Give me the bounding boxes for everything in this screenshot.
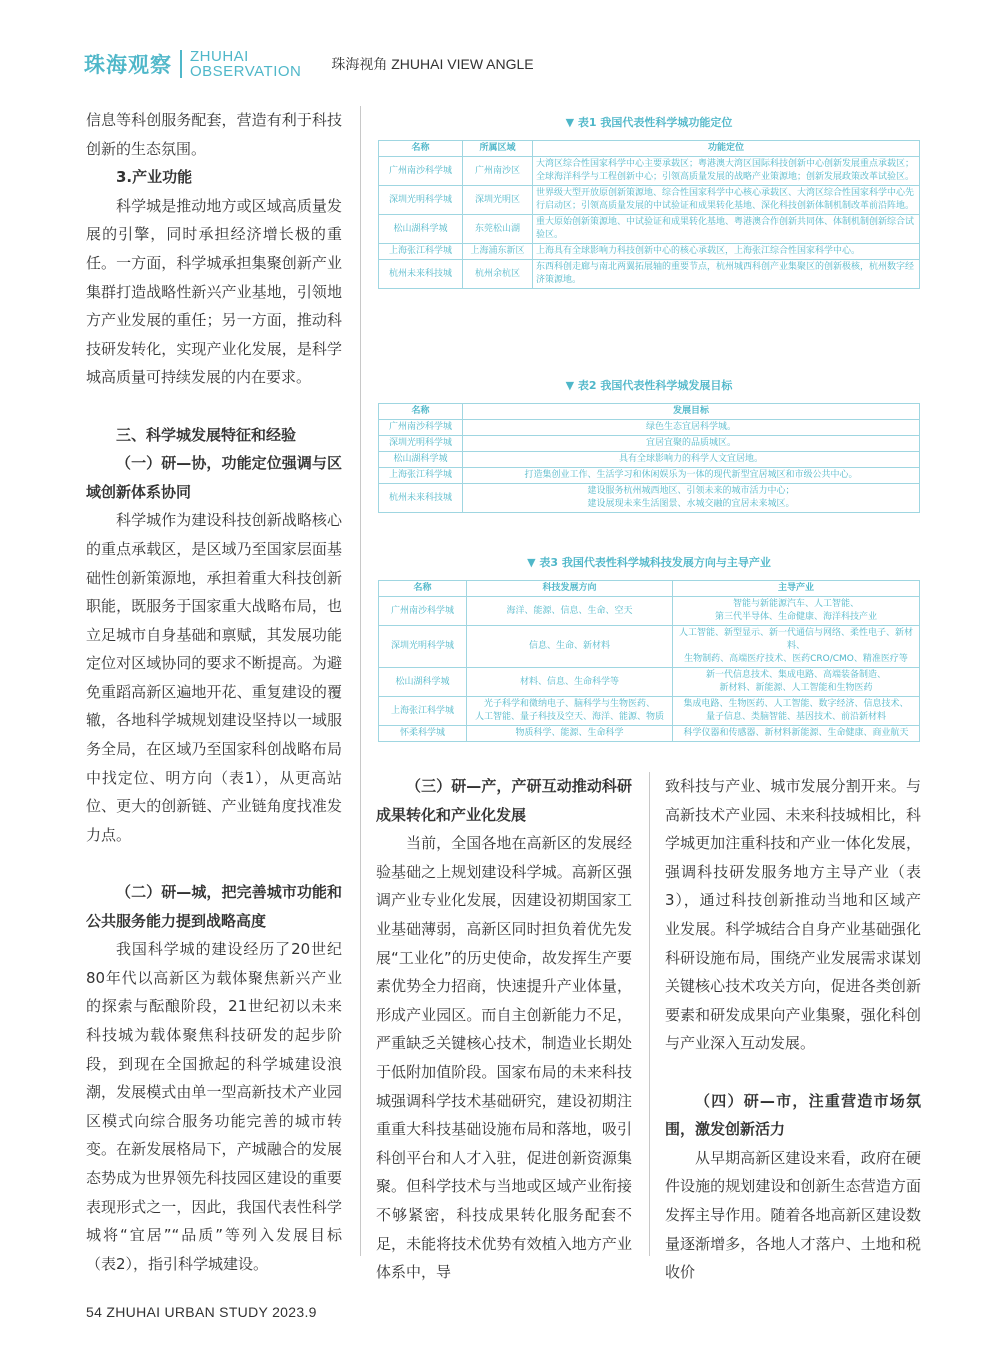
paragraph-gap — [86, 392, 342, 421]
table-caption: ▼ 表3 我国代表性科学城科技发展方向与主导产业 — [527, 556, 771, 569]
brand-en-line1: ZHUHAI — [190, 48, 249, 65]
page-number: 54 — [86, 1304, 103, 1320]
table-cell: 集成电路、生物医药、人工智能、数字经济、信息技术、 量子信息、类脑智能、基因技术、前沿新材料 — [673, 697, 920, 726]
paragraph: 科学城是推动地方或区域高质量发展的引擎，同时承担经济增长极的重任。一方面，科学城承担集聚创新产业集群打造战略性新兴产业基地，引领地方产业发展的重任；另一方面，推动科技研发转化，实现产业化发展，是科学城高质量可持续发展的内在要求。 — [86, 196, 342, 387]
data-table — [378, 580, 920, 742]
paragraph: 当前，全国各地在高新区的发展经验基础之上规划建设科学城。高新区强调产业专业化发展，因建设初期国家工业基础薄弱，高新区同时担负着优先发展“工业化”的历史使命，故发挥生产要素优势全力招商，快速提升产业体量，形成产业园区。而自主创新能力不足，严重缺乏关键核心技术，制造业长期处于低附加值阶段。国家布局的未来科技城强调科学技术基础研究，建设初期注重重大科技基础设施布局和落地，吸引科创平台和人才入驻，促进创新资源集聚。但科学技术与当地或区域产业衔接不够紧密，科技成果转化服务配套不足，未能将技术优势有效植入地方产业体系中，导 — [376, 834, 632, 1282]
table-caption: ▼ 表1 我国代表性科学城功能定位 — [565, 116, 733, 129]
page-header — [84, 46, 534, 82]
page-footer — [86, 1304, 317, 1320]
table-cell: 重大原始创新策源地、中试验证和成果转化基地、粤港澳合作创新共同体、体制机制创新综合试验区。 — [533, 215, 920, 244]
table-cell: 宜居宜聚的品质城区。 — [463, 436, 920, 452]
table-row — [379, 697, 920, 726]
column-header: 科技发展方向 — [467, 581, 673, 597]
table-cell: 上海具有全球影响力科技创新中心的核心承载区，上海张江综合性国家科学中心。 — [533, 244, 920, 260]
table-row — [379, 186, 920, 215]
table-row — [379, 597, 920, 626]
table-row — [379, 260, 920, 289]
table-row — [379, 726, 920, 742]
table-cell: 具有全球影响力的科学人文宜居地。 — [463, 452, 920, 468]
table-cell: 打造集创业工作、生活学习和休闲娱乐为一体的现代新型宜居城区和市级公共中心。 — [463, 468, 920, 484]
table-cell: 物质科学、能源、生命科学 — [467, 726, 673, 742]
journal-name: ZHUHAI URBAN STUDY — [106, 1304, 268, 1320]
table-cell: 深圳光明科学城 — [379, 436, 463, 452]
text-column-middle — [376, 772, 632, 1287]
table-row — [379, 157, 920, 186]
table-cell: 材料、信息、生命科学等 — [467, 668, 673, 697]
table-cell: 上海张江科学城 — [379, 468, 463, 484]
table-row — [379, 626, 920, 668]
table-cell: 深圳光明科学城 — [379, 186, 463, 215]
brand-cn: 珠海观察 — [84, 53, 172, 77]
paragraph: 信息等科创服务配套，营造有利于科技创新的生态氛围。 — [86, 111, 342, 158]
table-cell: 杭州余杭区 — [463, 260, 533, 289]
table-cell: 信息、生命、新材料 — [467, 626, 673, 668]
table-cell: 人工智能、新型显示、新一代通信与网络、柔性电子、新材料、 生物制药、高端医疗技术、医药CRO/CMO、精准医疗等 — [673, 626, 920, 668]
table-row — [379, 668, 920, 697]
column-header: 主导产业 — [673, 581, 920, 597]
table-cell: 上海张江科学城 — [379, 244, 463, 260]
paragraph: 科学城作为建设科技创新战略核心的重点承载区，是区域乃至国家层面基础性创新策源地，承担着重大科技创新职能，既服务于国家重大战略布局，也立足城市自身基础和禀赋，其发展功能定位对区域协同的要求不断提高。为避免重蹈高新区遍地开花、重复建设的覆辙，各地科学城规划建设坚持以一域服务全局，在区域乃至国家科创战略布局中找定位、明方向（表1），从更高站位、更大的创新链、产业链角度找准发力点。 — [86, 511, 342, 844]
column-header: 功能定位 — [533, 141, 920, 157]
table-cell: 海洋、能源、信息、生命、空天 — [467, 597, 673, 626]
paragraph: 我国科学城的建设经历了20世纪80年代以高新区为载体聚焦新兴产业的探索与酝酿阶段，21世纪初以未来科技城为载体聚焦科技研发的起步阶段，到现在全国掀起的科学城建设浪潮，发展模式由单一型高新技术产业园区模式向综合服务功能完善的城市转变。在新发展格局下，产城融合的发展态势成为世界领先科技园区建设的重要表现形式之一，因此，我国代表性科学城将“宜居”“品质”等列入发展目标（表2），指引科学城建设。 — [86, 940, 342, 1273]
data-table — [378, 140, 920, 289]
table-cell: 深圳光明科学城 — [379, 626, 467, 668]
section-name: 珠海视角 ZHUHAI VIEW ANGLE — [331, 56, 534, 72]
table-3 — [378, 554, 920, 742]
table-header-row — [379, 404, 920, 420]
table-cell: 杭州未来科技城 — [379, 484, 463, 513]
table-cell: 松山湖科学城 — [379, 668, 467, 697]
table-row — [379, 452, 920, 468]
table-cell: 光子科学和微纳电子、脑科学与生物医药、 人工智能、量子科技及空天、海洋、能源、物质 — [467, 697, 673, 726]
table-cell: 上海浦东新区 — [463, 244, 533, 260]
table-row — [379, 420, 920, 436]
table-cell: 世界级大型开放原创新策源地、综合性国家科学中心核心承载区、大湾区综合性国家科学中心先行启动区；引领高质量发展的中试验证和成果转化基地、深化科技创新体制机制改革前沿阵地。 — [533, 186, 920, 215]
brand-en — [190, 49, 301, 79]
table-cell: 智能与新能源汽车、人工智能、 第三代半导体、生命健康、海洋科技产业 — [673, 597, 920, 626]
table-header-row — [379, 581, 920, 597]
table-1 — [378, 114, 920, 289]
table-row — [379, 468, 920, 484]
table-cell: 松山湖科学城 — [379, 452, 463, 468]
section-heading: （一）研—协，功能定位强调与区域创新体系协同 — [86, 454, 342, 501]
data-table — [378, 403, 920, 513]
paragraph-gap — [665, 1058, 921, 1087]
section-heading: （二）研—城，把完善城市功能和公共服务能力提到战略高度 — [86, 883, 342, 930]
table-cell: 东莞松山湖 — [463, 215, 533, 244]
table-cell: 广州南沙科学城 — [379, 597, 467, 626]
brand-divider — [180, 50, 182, 78]
table-cell: 东西科创走廊与南北两翼拓展轴的重要节点，杭州城西科创产业集聚区的创新极核，杭州数字经济策源地。 — [533, 260, 920, 289]
table-cell: 广州南沙科学城 — [379, 157, 463, 186]
table-cell: 上海张江科学城 — [379, 697, 467, 726]
section-heading: （四）研—市，注重营造市场氛围，激发创新活力 — [665, 1091, 921, 1139]
column-header: 发展目标 — [463, 404, 920, 420]
table-header-row — [379, 141, 920, 157]
table-cell: 科学仪器和传感器、新材料新能源、生命健康、商业航天 — [673, 726, 920, 742]
table-cell: 深圳光明区 — [463, 186, 533, 215]
table-cell: 新一代信息技术、集成电路、高端装备制造、 新材料、新能源、人工智能和生物医药 — [673, 668, 920, 697]
table-row — [379, 436, 920, 452]
table-caption: ▼ 表2 我国代表性科学城发展目标 — [565, 379, 733, 392]
section-heading: 3.产业功能 — [116, 168, 193, 187]
table-row — [379, 215, 920, 244]
text-column-left — [86, 106, 342, 1278]
table-cell: 绿色生态宜居科学城。 — [463, 420, 920, 436]
section-heading: 三、科学城发展特征和经验 — [116, 425, 297, 444]
section-heading: （三）研—产，产研互动推动科研成果转化和产业化发展 — [376, 777, 632, 824]
table-row — [379, 484, 920, 513]
table-cell: 松山湖科学城 — [379, 215, 463, 244]
table-cell: 大湾区综合性国家科学中心主要承载区；粤港澳大湾区国际科技创新中心创新发展重点承载区；全球海洋科学与工程创新中心；引领高质量发展的战略产业策源地；创新发展政策改革试验区。 — [533, 157, 920, 186]
text-column-right — [665, 772, 921, 1287]
issue-date: 2023.9 — [272, 1304, 317, 1320]
table-cell: 怀柔科学城 — [379, 726, 467, 742]
column-header: 名称 — [379, 141, 463, 157]
paragraph: 致科技与产业、城市发展分割开来。与高新技术产业园、未来科技城相比，科学城更加注重科技和产业一体化发展，强调科技研发服务地方主导产业（表3），通过科技创新推动当地和区域产业发展。科学城结合自身产业基础强化科研设施布局，围绕产业发展需求谋划关键核心技术攻关方向，促进各类创新要素和研发成果向产业集聚，强化科创与产业深入互动发展。 — [665, 777, 921, 1053]
table-cell: 建设服务杭州城西地区、引领未来的城市活力中心； 建设展现未来生活图景、水城交融的宜居未来城区。 — [463, 484, 920, 513]
table-cell: 杭州未来科技城 — [379, 260, 463, 289]
table-cell: 广州南沙科学城 — [379, 420, 463, 436]
column-header: 名称 — [379, 581, 467, 597]
table-cell: 广州南沙区 — [463, 157, 533, 186]
paragraph: 从早期高新区建设来看，政府在硬件设施的规划建设和创新生态营造方面发挥主导作用。随着各地高新区建设数量逐渐增多，各地人才落户、土地和税收价 — [665, 1148, 921, 1282]
brand-en-line2: OBSERVATION — [190, 63, 302, 80]
column-divider — [649, 772, 650, 1256]
table-2 — [378, 377, 920, 513]
paragraph-gap — [86, 849, 342, 878]
column-header: 所属区域 — [463, 141, 533, 157]
table-row — [379, 244, 920, 260]
column-divider — [360, 106, 361, 1256]
column-header: 名称 — [379, 404, 463, 420]
